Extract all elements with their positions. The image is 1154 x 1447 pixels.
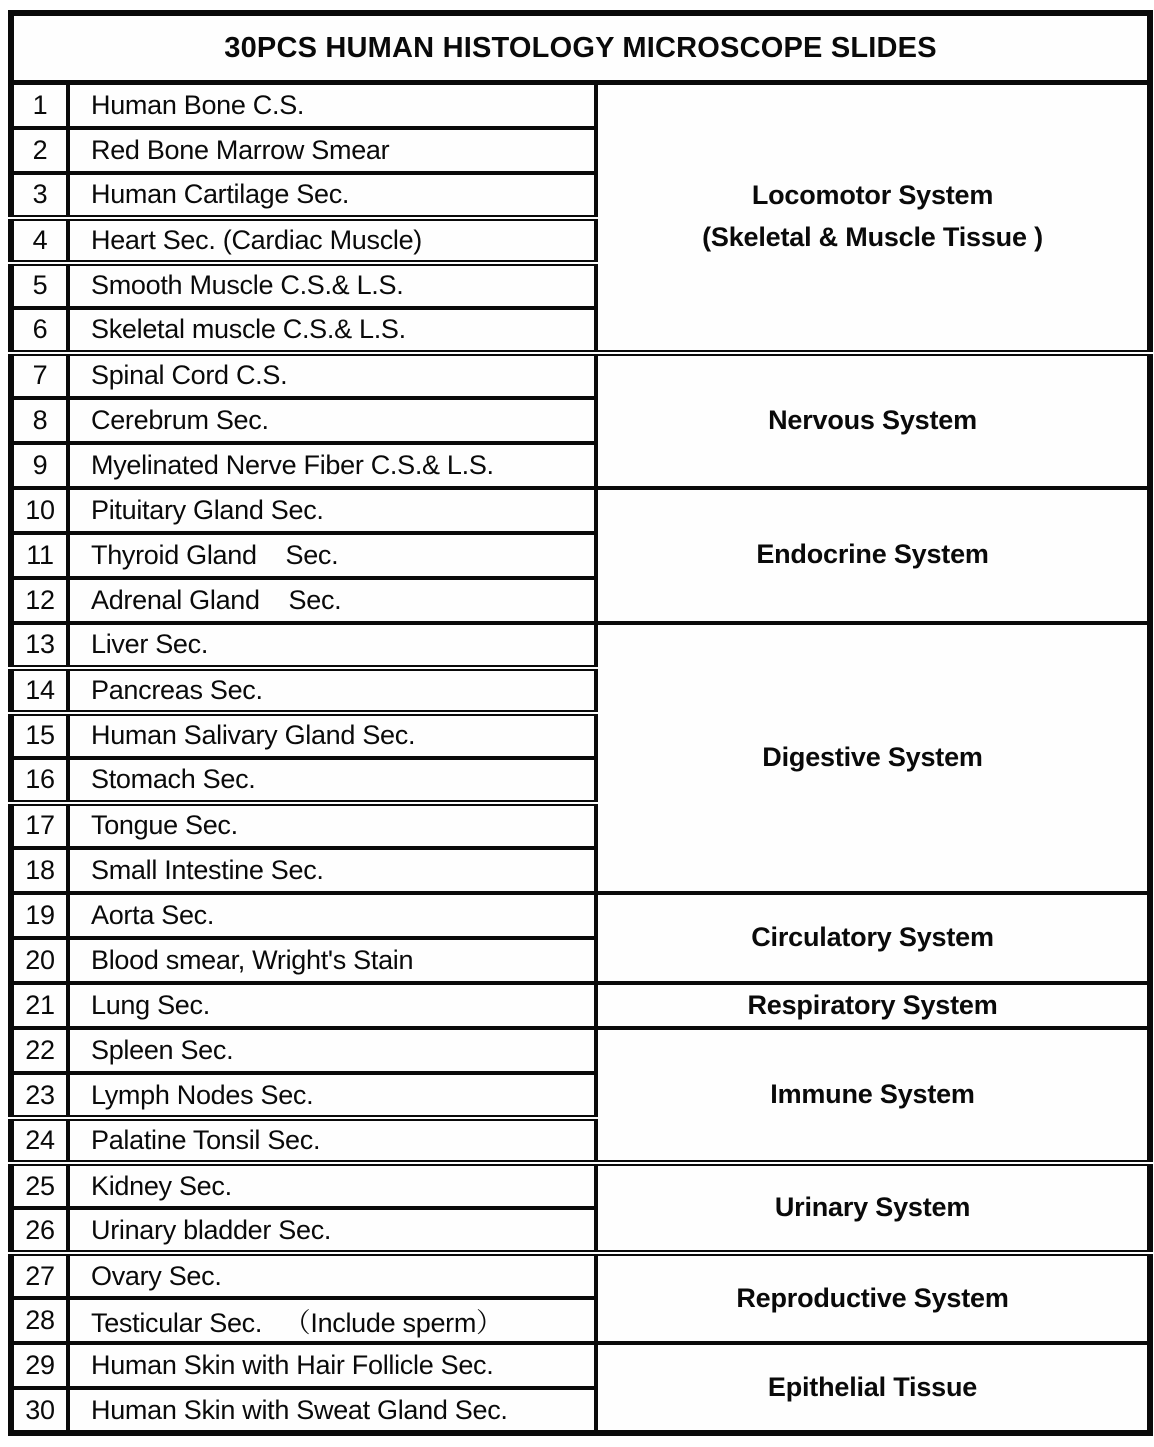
slide-number: 27 [11,1253,68,1298]
slide-number: 5 [11,263,68,308]
system-label: Circulatory System [751,921,994,952]
slides-body [11,83,1150,1434]
system-label: Locomotor System [751,180,994,211]
slide-number: 26 [11,1208,68,1253]
system-group-cell [596,983,1150,1029]
slide-name: Skeletal muscle C.S.& L.S. [68,308,596,353]
slide-name: Human Cartilage Sec. [68,173,596,218]
slide-name: Kidney Sec. [68,1163,596,1208]
slide-number: 11 [11,533,68,578]
system-label: Digestive System [762,741,983,772]
slide-number: 15 [11,713,68,758]
slide-name: Smooth Muscle C.S.& L.S. [68,263,596,308]
slide-number: 22 [11,1028,68,1073]
slide-number: 10 [11,488,68,533]
slide-number: 1 [11,83,68,128]
slide-name: Cerebrum Sec. [68,398,596,443]
slide-number: 6 [11,308,68,353]
slide-name: Urinary bladder Sec. [68,1208,596,1253]
slide-number: 21 [11,983,68,1029]
document-title: 30PCS HUMAN HISTOLOGY MICROSCOPE SLIDES [11,13,1150,83]
slide-number: 13 [11,623,68,668]
table-row [11,1253,1150,1298]
slide-name: Human Skin with Hair Follicle Sec. [68,1343,596,1388]
slide-name: Red Bone Marrow Smear [68,128,596,173]
system-label: Reproductive System [736,1282,1009,1313]
slide-number: 9 [11,443,68,488]
system-label: Immune System [770,1079,975,1110]
system-group-cell [596,1343,1150,1433]
slide-name: Tongue Sec. [68,803,596,848]
system-label: Endocrine System [756,539,989,570]
slide-name: Myelinated Nerve Fiber C.S.& L.S. [68,443,596,488]
slide-number: 29 [11,1343,68,1388]
slide-number: 28 [11,1298,68,1343]
slide-number: 25 [11,1163,68,1208]
slide-name: Lung Sec. [68,983,596,1029]
system-group-cell [596,1163,1150,1253]
slide-number: 30 [11,1388,68,1433]
slide-name: Spleen Sec. [68,1028,596,1073]
slide-number: 20 [11,938,68,983]
system-group-cell [596,1028,1150,1163]
slide-number: 18 [11,848,68,893]
system-group-cell [596,83,1150,353]
slide-name: Testicular Sec. （Include sperm） [68,1298,596,1343]
table-row [11,488,1150,533]
slide-number: 14 [11,668,68,713]
slide-name: Ovary Sec. [68,1253,596,1298]
scanned-slide-list-document [8,10,1153,1436]
slide-name: Stomach Sec. [68,758,596,803]
slide-name: Heart Sec. (Cardiac Muscle) [68,218,596,263]
slide-number: 23 [11,1073,68,1118]
slide-name: Lymph Nodes Sec. [68,1073,596,1118]
table-row [11,1343,1150,1388]
slide-name: Thyroid Gland Sec. [68,533,596,578]
table-row [11,1028,1150,1073]
slide-number: 3 [11,173,68,218]
slide-number: 7 [11,353,68,398]
system-label: Respiratory System [747,989,998,1020]
table-row [11,983,1150,1029]
slide-name: Aorta Sec. [68,893,596,938]
system-group-cell [596,623,1150,893]
table-row [11,893,1150,938]
table-row [11,623,1150,668]
slide-name: Pituitary Gland Sec. [68,488,596,533]
slide-number: 12 [11,578,68,623]
table-row [11,353,1150,398]
slide-number: 19 [11,893,68,938]
slide-name: Adrenal Gland Sec. [68,578,596,623]
table-row [11,83,1150,128]
slide-name: Blood smear, Wright's Stain [68,938,596,983]
slide-number: 17 [11,803,68,848]
slide-number: 4 [11,218,68,263]
slide-name: Spinal Cord C.S. [68,353,596,398]
system-label: Epithelial Tissue [767,1371,978,1402]
system-group-cell [596,893,1150,983]
slide-name: Liver Sec. [68,623,596,668]
slide-number: 24 [11,1118,68,1163]
system-sublabel: (Skeletal & Muscle Tissue ) [702,222,1043,253]
system-label: Nervous System [768,404,977,435]
system-group-cell [596,488,1150,623]
slide-name: Small Intestine Sec. [68,848,596,893]
slide-name: Palatine Tonsil Sec. [68,1118,596,1163]
slide-name: Human Salivary Gland Sec. [68,713,596,758]
slide-number: 2 [11,128,68,173]
system-group-cell [596,1253,1150,1343]
slide-number: 8 [11,398,68,443]
slide-name: Pancreas Sec. [68,668,596,713]
system-label: Urinary System [774,1192,971,1223]
slide-number: 16 [11,758,68,803]
system-group-cell [596,353,1150,488]
histology-slides-table [8,10,1153,1436]
title-row [11,13,1150,83]
slide-name: Human Bone C.S. [68,83,596,128]
slide-name: Human Skin with Sweat Gland Sec. [68,1388,596,1433]
table-row [11,1163,1150,1208]
